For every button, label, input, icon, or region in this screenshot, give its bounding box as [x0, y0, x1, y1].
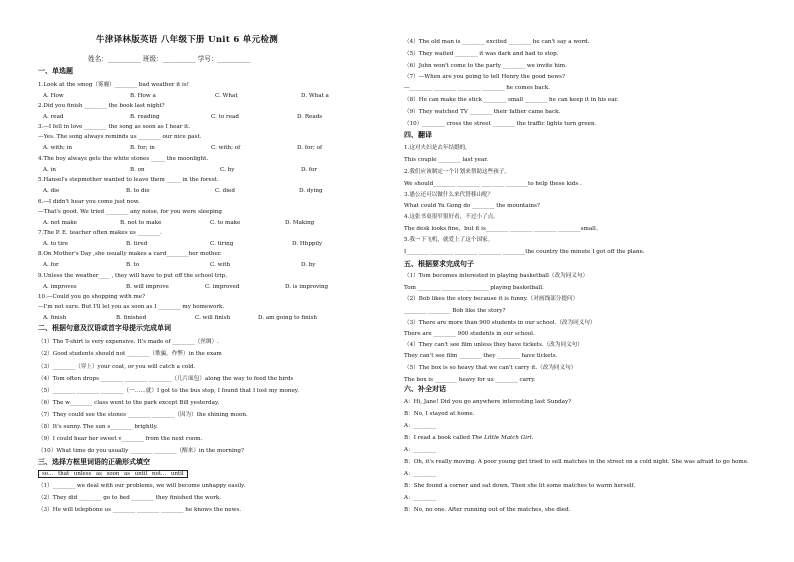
question-10-stem: 10.—Could you go shopping with me?: [38, 294, 146, 300]
q1-option-c: C. What: [215, 93, 238, 99]
s4-line-1: 1.这对夫妇是去年结婚的。: [404, 145, 471, 151]
s2-item-4: （4）Tom often drops ________ ________ ________（几片面包）along the way to feed the birds: [38, 376, 294, 382]
question-1-stem: 1.Look at the smog（雾霾）________ bad weather it is!: [38, 82, 189, 88]
dialog-line-10: B：No, no one. After running out of the matches, she died.: [404, 507, 571, 513]
q2-option-b: B. reading: [130, 114, 160, 120]
q6-option-a: A. not make: [43, 220, 77, 226]
dialog-line-4-text: B：I read a book called: [404, 435, 472, 441]
s5-line-8: They can't see film ________ they ________ have tickets.: [404, 353, 558, 359]
q2-option-d: D. Reads: [297, 114, 323, 120]
q5-option-a: A. die: [43, 188, 60, 194]
question-3-stem: 3.—I fell in love ________ the song as soon as I hear it.: [38, 124, 190, 130]
s5-line-5: （3）There are more than 900 students in our school.（改为同义句）: [404, 320, 596, 326]
q4-option-d: D. for: [301, 167, 317, 173]
dialog-line-4: [404, 435, 533, 442]
question-3-stem-2: —Yes. The song always reminds us ________ our nice past.: [38, 134, 202, 140]
s5-line-6: There are ________ 900 students in our school.: [404, 331, 535, 337]
q7-option-c: C. tiring: [210, 241, 234, 247]
word-box: so… that unless as soon as until not… until: [38, 470, 188, 478]
q3-option-b: B. for; in: [130, 145, 155, 151]
q6-option-c: C. to make: [210, 220, 241, 226]
q5-option-d: D. dying: [299, 188, 323, 194]
s2-item-6: （6）The w________ class went to the park except Bill yesterday.: [38, 400, 220, 406]
s3-item-7: （7）—When are you going to tell Henry the good news?: [404, 74, 565, 80]
question-6-stem: 6.—I didn't hear you come just now.: [38, 199, 140, 205]
s2-item-9: （9）I could hear her sweet v________ from the next room.: [38, 436, 203, 442]
q9-option-a: A. improves: [43, 284, 77, 290]
q8-option-a: A. for: [43, 262, 59, 268]
q6-option-b: B. not to make: [120, 220, 162, 226]
s4-line-7: 4.这张书桌很窄很好看，不过小了点。: [404, 214, 499, 220]
question-7-stem: 7.The P. E. teacher often makes us ________.: [38, 230, 162, 236]
dialog-line-2: B：No, I stayed at home.: [404, 411, 475, 417]
q2-option-c: C. to read: [211, 114, 239, 120]
q8-option-c: C. with: [210, 262, 231, 268]
s2-item-8: （8）It's sunny. The sun s________ brightly.: [38, 424, 158, 430]
q4-option-b: B. on: [130, 167, 145, 173]
s2-item-7: （7）They could see the stones ________ ________（因为）the shining moon.: [38, 412, 248, 418]
s5-line-3: （2）Bob likes the story because it is funny.（对画线部分提问）: [404, 296, 579, 302]
s2-item-5: （5）________ ________ ________（一……就）I got to the bus stop, I found that I lost my money.: [38, 388, 300, 394]
s3-item-6: （6）John won't come to the party ________ we invite him.: [404, 63, 567, 69]
s5-line-2: Tom ________ ________ ________ playing basketball.: [404, 285, 544, 291]
s4-line-9: 5.我一下飞机，就爱上了这个国家。: [404, 237, 494, 243]
question-4-stem: 4.The boy always gets the white stones _____ the moonlight.: [38, 156, 209, 162]
question-8-stem: 8.On Mother's Day ,she usually makes a card________her mother.: [38, 251, 222, 257]
s5-line-7: （4）They can't see film unless they have tickets.（改为同义句）: [404, 342, 583, 348]
section-5-heading: 五、根据要求完成句子: [404, 260, 474, 268]
s3-item-8: （8）He can make the stick ________ small ________ he can keep it in his ear.: [404, 97, 619, 103]
q9-option-b: B. will improve: [126, 284, 169, 290]
dialog-line-9: A：________: [404, 495, 437, 501]
q8-option-b: B. to: [126, 262, 140, 268]
q5-option-c: C. died: [215, 188, 235, 194]
dialog-line-1: A：Hi, Jane! Did you go anywhere interesting last Sunday?: [404, 399, 572, 405]
s3-item-1: （1）________ we deal with our problems, we will become unhappy easily.: [38, 483, 246, 489]
q3-option-d: D. for; of: [297, 145, 323, 151]
dialog-line-3: A：________: [404, 423, 437, 429]
q10-option-d: D. am going to finish: [258, 315, 317, 321]
s5-line-4: ________ ________ Bob like the story?: [404, 308, 506, 314]
student-info: 姓名：__________ 班级：__________ 学号：__________: [88, 55, 251, 63]
question-5-stem: 5.Hansel's stepmother wanted to leave them _____ in the forest.: [38, 177, 219, 183]
s2-item-10: （10）What time do you usually ________ ________（醒来）in the morning?: [38, 448, 244, 454]
s4-line-2: This couple ________ last year.: [404, 157, 489, 163]
s5-line-9: （5）The box is so heavy that we can't carry it.（改为同义句）: [404, 365, 577, 371]
dialog-line-5: A：________: [404, 447, 437, 453]
section-2-heading: 二、根据句意及汉语或首字母提示完成单词: [38, 324, 171, 332]
q10-option-c: C. will finish: [195, 315, 231, 321]
q10-option-b: B. finished: [116, 315, 147, 321]
q3-option-a: A. with; in: [43, 145, 73, 151]
s4-line-6: What could Yu Gong do ________ the mountains?: [404, 203, 540, 209]
q7-option-a: A. to tire: [43, 241, 69, 247]
q8-option-d: D. by: [301, 262, 316, 268]
q1-option-d: D. What a: [301, 93, 329, 99]
q7-option-d: D. Hhppily: [292, 241, 323, 247]
q6-option-d: D. Making: [285, 220, 315, 226]
page-title: 牛津译林版英语 八年级下册 Unit 6 单元检测: [96, 35, 279, 45]
s4-line-3: 2.我们应该制定一个计划来帮助这些孩子。: [404, 169, 511, 175]
s3-item-3: （3）He will telephone us ________ ________ ________ he knows the news.: [38, 507, 242, 513]
q3-option-c: C. with; of: [211, 145, 241, 151]
s2-item-3: （3）________（穿上）your coat, or you will catch a cold.: [38, 364, 196, 370]
s3-item-10: （10）________ cross the street ________ the traffic lights turn green.: [404, 121, 597, 127]
section-1-heading: 一、单选题: [38, 67, 73, 75]
question-6-stem-2: —That's good. We tried ________ any noise, for you were sleeping: [38, 209, 222, 215]
section-4-heading: 四、翻译: [404, 131, 432, 139]
s4-line-8: The desk looks fine，but it is________ ________ ________ ________small。: [404, 226, 602, 232]
dialog-line-7: A：________: [404, 471, 437, 477]
q4-option-c: C. by: [220, 167, 235, 173]
section-3-heading: 三、选择方框里词语的正确形式填空: [38, 458, 150, 466]
q5-option-b: B. to die: [126, 188, 150, 194]
section-6-heading: 六、补全对话: [404, 385, 446, 393]
s4-line-10: I________ ________ ________ ________ ________the country the minute I got off the plane.: [404, 249, 645, 255]
s5-line-10: The box is ________ heavy for us ________ carry.: [404, 377, 536, 383]
s5-line-1: （1）Tom becomes interested in playing basketball（改为同义句）: [404, 273, 589, 279]
question-10-stem-2: —I'm not sure. But I'll let you as soon as I ________ my homework.: [38, 304, 225, 310]
dialog-line-8: B：She found a corner and sat down. Then she lit some matches to warm herself.: [404, 483, 636, 489]
s3-item-2: （2）They did ________ go to bed ________ they finished the work.: [38, 495, 222, 501]
q10-option-a: A. finish: [43, 315, 67, 321]
question-9-stem: 9.Unless the weather____ , they will have to put off the school trip。: [38, 273, 231, 279]
s4-line-4: We should________ ________ ________ ________to help these kids .: [404, 181, 582, 187]
s3-item-5: （5）They waited ________ it was dark and had to stop.: [404, 51, 559, 57]
s3-item-4: （4）The old man is ________ excited ________ he can't say a word.: [404, 39, 590, 45]
q7-option-b: B. tired: [126, 241, 148, 247]
q1-option-a: A. How: [43, 93, 64, 99]
q2-option-a: A. read: [43, 114, 64, 120]
question-2-stem: 2.Did you finish ________ the book last night?: [38, 103, 165, 109]
dialog-line-6: B：Oh, it's really moving. A poor young girl tried to sell matches in the street on a cold night. She was afraid to go home.: [404, 459, 749, 465]
s2-item-1: （1）The T-shirt is very expensive. It's made of ________（丝绸）.: [38, 339, 219, 345]
s3-item-9: （9）They watched TV ________ their father came back.: [404, 109, 561, 115]
s4-line-5: 3.愚公还可以做什么来代替移山呢？: [404, 192, 494, 198]
book-title: The Little Match Girl: [471, 435, 532, 441]
q9-option-d: D. is improving: [285, 284, 329, 290]
book-title-period: .: [531, 435, 534, 441]
q1-option-b: B. How a: [130, 93, 156, 99]
q9-option-c: C. improved: [205, 284, 240, 290]
q4-option-a: A. in: [43, 167, 56, 173]
s2-item-2: （2）Good students should not ________（欺骗，作弊）in the exam: [38, 351, 222, 357]
s3-item-7-answer: —________ ________ ________ ________ he comes back.: [404, 85, 550, 91]
